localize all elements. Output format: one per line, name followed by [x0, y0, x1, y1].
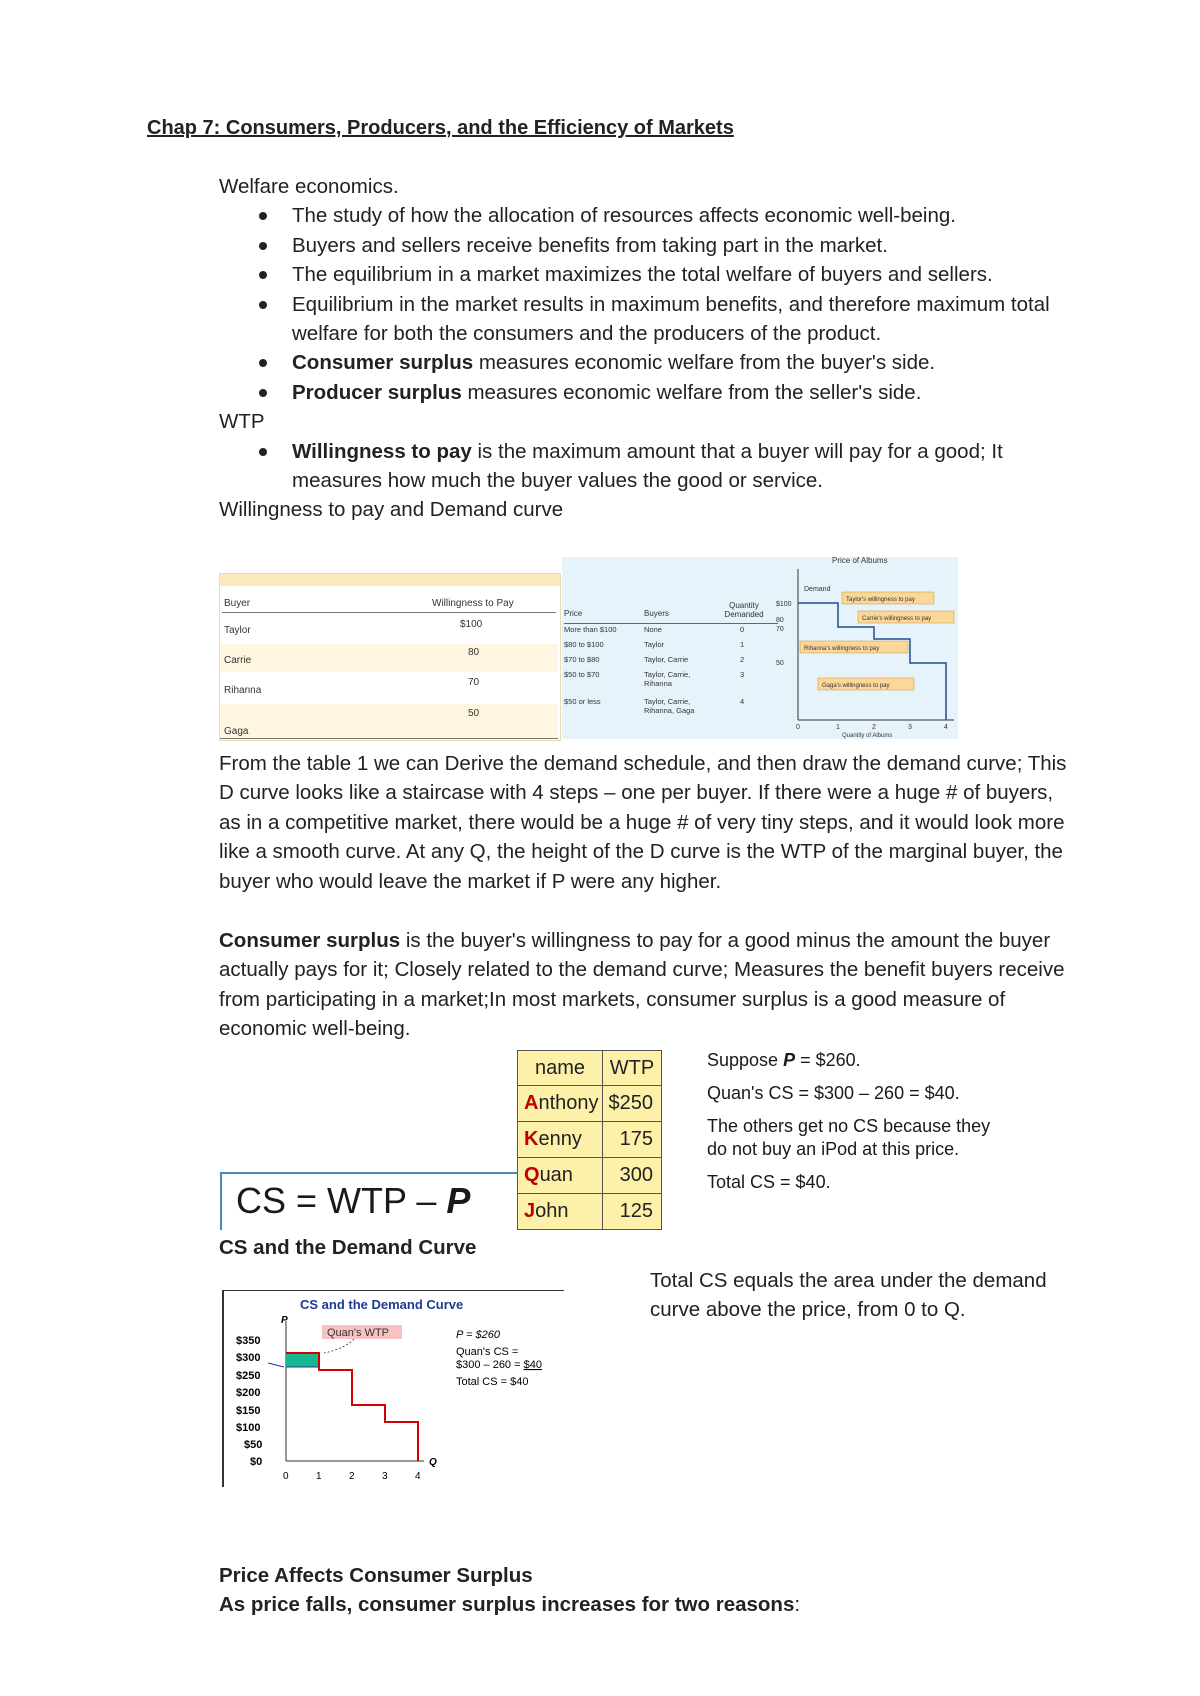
- demand-staircase: [286, 1353, 418, 1461]
- table-header: [518, 1051, 662, 1086]
- price-heading: Price Affects Consumer Surplus: [219, 1564, 533, 1587]
- demand-schedule-figure: Price Buyers Quantity Demanded More than $100 None 0 $80 to $100 Taylor 1 $70 to $80 Taylor, Carrie 2 $50 to $70 Taylor, Carrie, Rihanna 3 $50 or less Taylor, Carrie, Rihanna, Gaga 4: [562, 557, 782, 739]
- price-arrow: [268, 1363, 284, 1367]
- list-item: The equilibrium in a market maximizes the total welfare of buyers and sellers.: [219, 260, 1069, 289]
- definition-text: is the buyer's willingness to pay for a good minus the amount the buyer actually pays for it; Closely related to the demand curve; Measures the benefit buyers receive from participating in a market;In most markets, consumer surplus is a good measure of economic well-being.: [219, 929, 1065, 1041]
- cs-notes: [707, 1049, 997, 1194]
- header-name: name: [518, 1051, 603, 1086]
- y-tick-label: $150: [236, 1405, 261, 1417]
- header-wtp: Willingness to Pay: [432, 598, 514, 609]
- x-tick-label: 3: [382, 1471, 388, 1482]
- table-row: Kenny 175: [518, 1122, 662, 1158]
- cell-buyer: Taylor: [224, 625, 251, 636]
- cell-wtp: 50: [468, 708, 480, 719]
- note-total: Total CS = $40.: [707, 1172, 831, 1192]
- header-price: Price: [564, 609, 583, 618]
- table-row: [220, 704, 558, 739]
- y-tick-label: $200: [236, 1387, 261, 1399]
- table-row: [220, 616, 558, 642]
- x-tick-label: 1: [316, 1471, 322, 1482]
- note-others: The others get no CS because they do not buy an iPod at this price.: [707, 1116, 991, 1159]
- header-buyers: Buyers: [644, 609, 669, 618]
- x-tick-label: 3: [908, 724, 912, 731]
- cs-chart: [224, 1291, 564, 1487]
- paragraph-demand: From the table 1 we can Derive the demand schedule, and then draw the demand curve; This D curve looks like a staircase with 4 steps – one per buyer. If there were a huge # of buyers, as in a competitive market, there would be a huge # of very tiny steps, and it would look more like a smooth curve. At any Q, the height of the D curve is the WTP of the marginal buyer, the buyer who would leave the market if P were any higher.: [219, 752, 1067, 893]
- annotation-text: Rihanna's willingness to pay: [804, 646, 880, 652]
- x-tick-label: 2: [872, 724, 876, 731]
- chart-title: CS and the Demand Curve: [300, 1297, 464, 1312]
- cs-formula: CS = WTP – P: [236, 1180, 471, 1221]
- y-axis-label: P: [281, 1315, 288, 1326]
- note-quan-cs: Quan's CS = $300 – 260 = $40.: [707, 1083, 960, 1103]
- y-tick-label: 70: [776, 626, 784, 633]
- demand-curve-figure: [776, 556, 958, 739]
- list-item: The study of how the allocation of resources affects economic well-being.: [219, 201, 1069, 230]
- welfare-bullets: [219, 201, 1069, 407]
- welfare-heading: Welfare economics.: [219, 175, 399, 198]
- cell-buyer: Rihanna: [224, 685, 262, 696]
- y-tick-label: $350: [236, 1335, 261, 1347]
- y-tick-label: $100: [236, 1422, 261, 1434]
- y-tick-label: $0: [250, 1456, 263, 1468]
- cs-formula-box: [220, 1172, 518, 1230]
- wtp-subheading: Willingness to pay and Demand curve: [219, 498, 564, 522]
- y-tick-label: $250: [236, 1370, 261, 1382]
- y-tick-label: $50: [244, 1439, 263, 1451]
- chart-title: Price of Albums: [832, 556, 888, 565]
- demand-label: Demand: [804, 586, 831, 593]
- chart-note: P = $260: [456, 1329, 500, 1341]
- cs-area-explanation: Total CS equals the area under the demand curve above the price, from 0 to Q.: [650, 1269, 1047, 1322]
- list-item: Consumer surplus measures economic welfare from the buyer's side.: [219, 348, 1069, 377]
- x-axis-label: Quantity of Albums: [842, 733, 893, 739]
- cs-area: [286, 1353, 319, 1367]
- price-subheading: As price falls, consumer surplus increases for two reasons:: [219, 1593, 801, 1616]
- x-tick-label: 0: [283, 1471, 289, 1482]
- x-tick-label: 4: [944, 724, 948, 731]
- cell-wtp: $100: [460, 619, 483, 630]
- annotation-text: Carrie's willingness to pay: [862, 616, 932, 622]
- cs-demand-heading: CS and the Demand Curve: [219, 1236, 477, 1259]
- header-wtp: WTP: [603, 1051, 662, 1086]
- chart-note: $300 – 260 = $40: [456, 1359, 542, 1371]
- x-tick-label: 4: [415, 1471, 421, 1482]
- demand-curve-chart: [776, 556, 958, 739]
- list-item: Producer surplus measures economic welfare from the seller's side.: [219, 378, 1069, 407]
- cell-wtp: 70: [468, 677, 480, 688]
- wtp-bullets: [219, 437, 1069, 496]
- wtp-heading: WTP: [219, 410, 265, 434]
- chart-note: Quan's CS =: [456, 1346, 519, 1358]
- cell-buyer: Carrie: [224, 655, 252, 666]
- table-row: [220, 674, 558, 702]
- annotation-text: Gaga's willingness to pay: [822, 683, 890, 689]
- list-item: Willingness to pay is the maximum amount that a buyer will pay for a good; It measures how much the buyer values the good or service.: [219, 437, 1069, 496]
- y-tick-label: 80: [776, 617, 784, 624]
- x-tick-label: 0: [796, 724, 800, 731]
- label-pointer: [324, 1339, 354, 1353]
- cs-table: [517, 1050, 662, 1230]
- cs-chart-figure: [222, 1290, 564, 1487]
- cell-buyer: Gaga: [224, 726, 249, 737]
- table-header: [222, 596, 556, 613]
- note-price: Suppose P = $260.: [707, 1050, 861, 1070]
- term-consumer-surplus: Consumer surplus: [219, 929, 401, 952]
- list-item: Equilibrium in the market results in maximum benefits, and therefore maximum total welfare for both the consumers and the producers of the product.: [219, 290, 1069, 349]
- x-axis-label: Q: [429, 1457, 437, 1468]
- table-row: Quan 300: [518, 1158, 662, 1194]
- table-row: John 125: [518, 1194, 662, 1230]
- y-tick-label: $300: [236, 1352, 261, 1364]
- y-tick-label: 50: [776, 660, 784, 667]
- table-band: [220, 574, 560, 586]
- wtp-table-figure: [219, 573, 561, 741]
- header-buyer: Buyer: [224, 598, 251, 609]
- table-row: Anthony $250: [518, 1086, 662, 1122]
- cell-wtp: 80: [468, 647, 480, 658]
- quan-wtp-label: Quan's WTP: [327, 1327, 390, 1339]
- paragraph-consumer-surplus: [219, 926, 1069, 1044]
- chart-note: Total CS = $40: [456, 1376, 529, 1388]
- table-row: [220, 644, 558, 672]
- x-tick-label: 1: [836, 724, 840, 731]
- y-tick-label: $100: [776, 601, 792, 608]
- x-tick-label: 2: [349, 1471, 355, 1482]
- list-item: Buyers and sellers receive benefits from taking part in the market.: [219, 231, 1069, 260]
- annotation-text: Taylor's willingness to pay: [846, 597, 915, 603]
- welfare-section: [219, 172, 1069, 525]
- header-qty: Quantity Demanded: [724, 601, 764, 619]
- page-title: Chap 7: Consumers, Producers, and the Efficiency of Markets: [147, 117, 734, 139]
